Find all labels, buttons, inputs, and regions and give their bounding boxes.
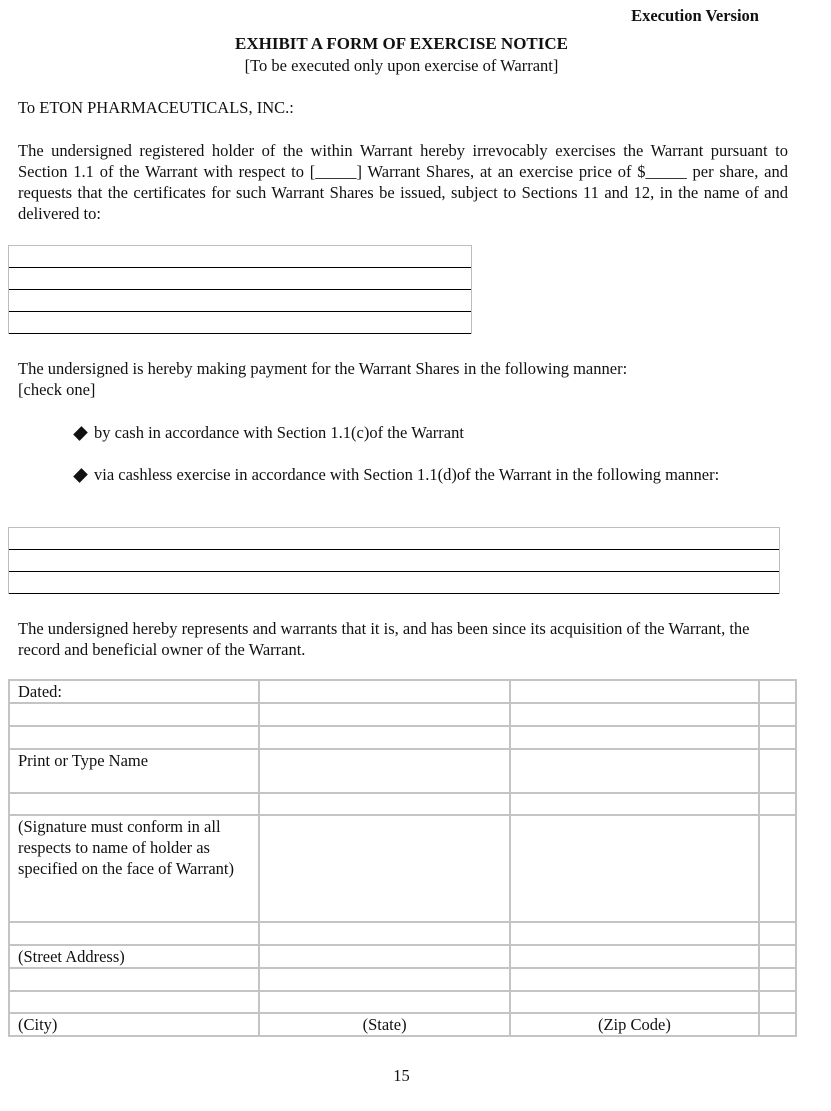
empty-cell (510, 680, 759, 703)
representation-paragraph: The undersigned hereby represents and warrants that it is, and has been since its acquisition of the Warrant, the record and beneficial owner of the Warrant. (18, 619, 750, 659)
cashless-line-1[interactable] (9, 528, 779, 550)
empty-cell (510, 945, 759, 968)
payment-option-cash[interactable] (72, 422, 772, 443)
option-label: via cashless exercise in accordance with Section 1.1(d)of the Warrant in the following manner: (94, 465, 720, 484)
empty-cell (759, 793, 796, 815)
intro-paragraph: The undersigned registered holder of the within Warrant hereby irrevocably exercises the Warrant pursuant to Section 1.1 of the Warrant with respect to [_____] Warrant Shares, at an exercise price of $_____ per share, and requests that the certificates for such Warrant Shares be issued, subject to Sections 11 and 12, in the name of and delivered to: (18, 141, 788, 223)
page-subtitle: [To be executed only upon exercise of Warrant] (244, 56, 559, 75)
cashless-line-2[interactable] (9, 550, 779, 572)
payment-instruction: [check one] (18, 380, 96, 399)
empty-cell (510, 749, 759, 793)
diamond-bullet-icon[interactable] (73, 426, 88, 441)
state-field[interactable] (259, 991, 509, 1013)
city-field[interactable] (9, 991, 259, 1013)
empty-cell (759, 922, 796, 945)
empty-cell (259, 968, 509, 991)
empty-cell (9, 703, 259, 726)
cashless-line-3[interactable] (9, 572, 779, 594)
empty-cell (259, 749, 509, 793)
empty-cell (759, 726, 796, 749)
addressee: To ETON PHARMACEUTICALS, INC.: (18, 98, 294, 117)
cashless-manner-box[interactable] (8, 527, 780, 594)
empty-cell (510, 726, 759, 749)
empty-cell (759, 815, 796, 922)
name-field[interactable] (9, 726, 259, 749)
delivery-line-2[interactable] (9, 268, 471, 290)
page-title: EXHIBIT A FORM OF EXERCISE NOTICE (235, 34, 568, 53)
zip-field[interactable] (510, 991, 759, 1013)
empty-cell (259, 815, 509, 922)
empty-cell (759, 945, 796, 968)
empty-cell (759, 991, 796, 1013)
delivery-line-1[interactable] (9, 246, 471, 268)
empty-cell (9, 968, 259, 991)
empty-cell (259, 793, 509, 815)
empty-cell (759, 703, 796, 726)
empty-cell (259, 922, 509, 945)
empty-cell (759, 1013, 796, 1036)
empty-cell (259, 726, 509, 749)
payment-intro (18, 358, 788, 400)
version-label: Execution Version (631, 6, 759, 25)
empty-cell (759, 968, 796, 991)
empty-cell (259, 703, 509, 726)
empty-cell (510, 793, 759, 815)
signature-table (8, 679, 797, 1037)
delivery-name-box[interactable] (8, 245, 472, 334)
payment-option-cashless[interactable] (72, 464, 732, 485)
delivery-line-3[interactable] (9, 290, 471, 312)
street-address-label: (Street Address) (9, 945, 259, 968)
dated-label: Dated: (9, 680, 259, 703)
page-number: 15 (393, 1066, 410, 1085)
signature-label: (Signature must conform in all respects to name of holder as specified on the face of Warrant) (9, 815, 259, 922)
delivery-line-4[interactable] (9, 312, 471, 334)
payment-intro-text: The undersigned is hereby making payment for the Warrant Shares in the following manner: (18, 359, 628, 378)
empty-cell (510, 815, 759, 922)
empty-cell (510, 968, 759, 991)
option-label: by cash in accordance with Section 1.1(c)of the Warrant (94, 423, 464, 442)
city-label: (City) (9, 1013, 259, 1036)
empty-cell (510, 922, 759, 945)
state-label: (State) (259, 1013, 509, 1036)
empty-cell (759, 680, 796, 703)
diamond-bullet-icon[interactable] (73, 468, 88, 483)
street-address-field[interactable] (9, 922, 259, 945)
name-label: Print or Type Name (9, 749, 259, 793)
zip-label: (Zip Code) (510, 1013, 759, 1036)
empty-cell (759, 749, 796, 793)
signature-field[interactable] (9, 793, 259, 815)
dated-field[interactable] (259, 680, 509, 703)
empty-cell (510, 703, 759, 726)
empty-cell (259, 945, 509, 968)
